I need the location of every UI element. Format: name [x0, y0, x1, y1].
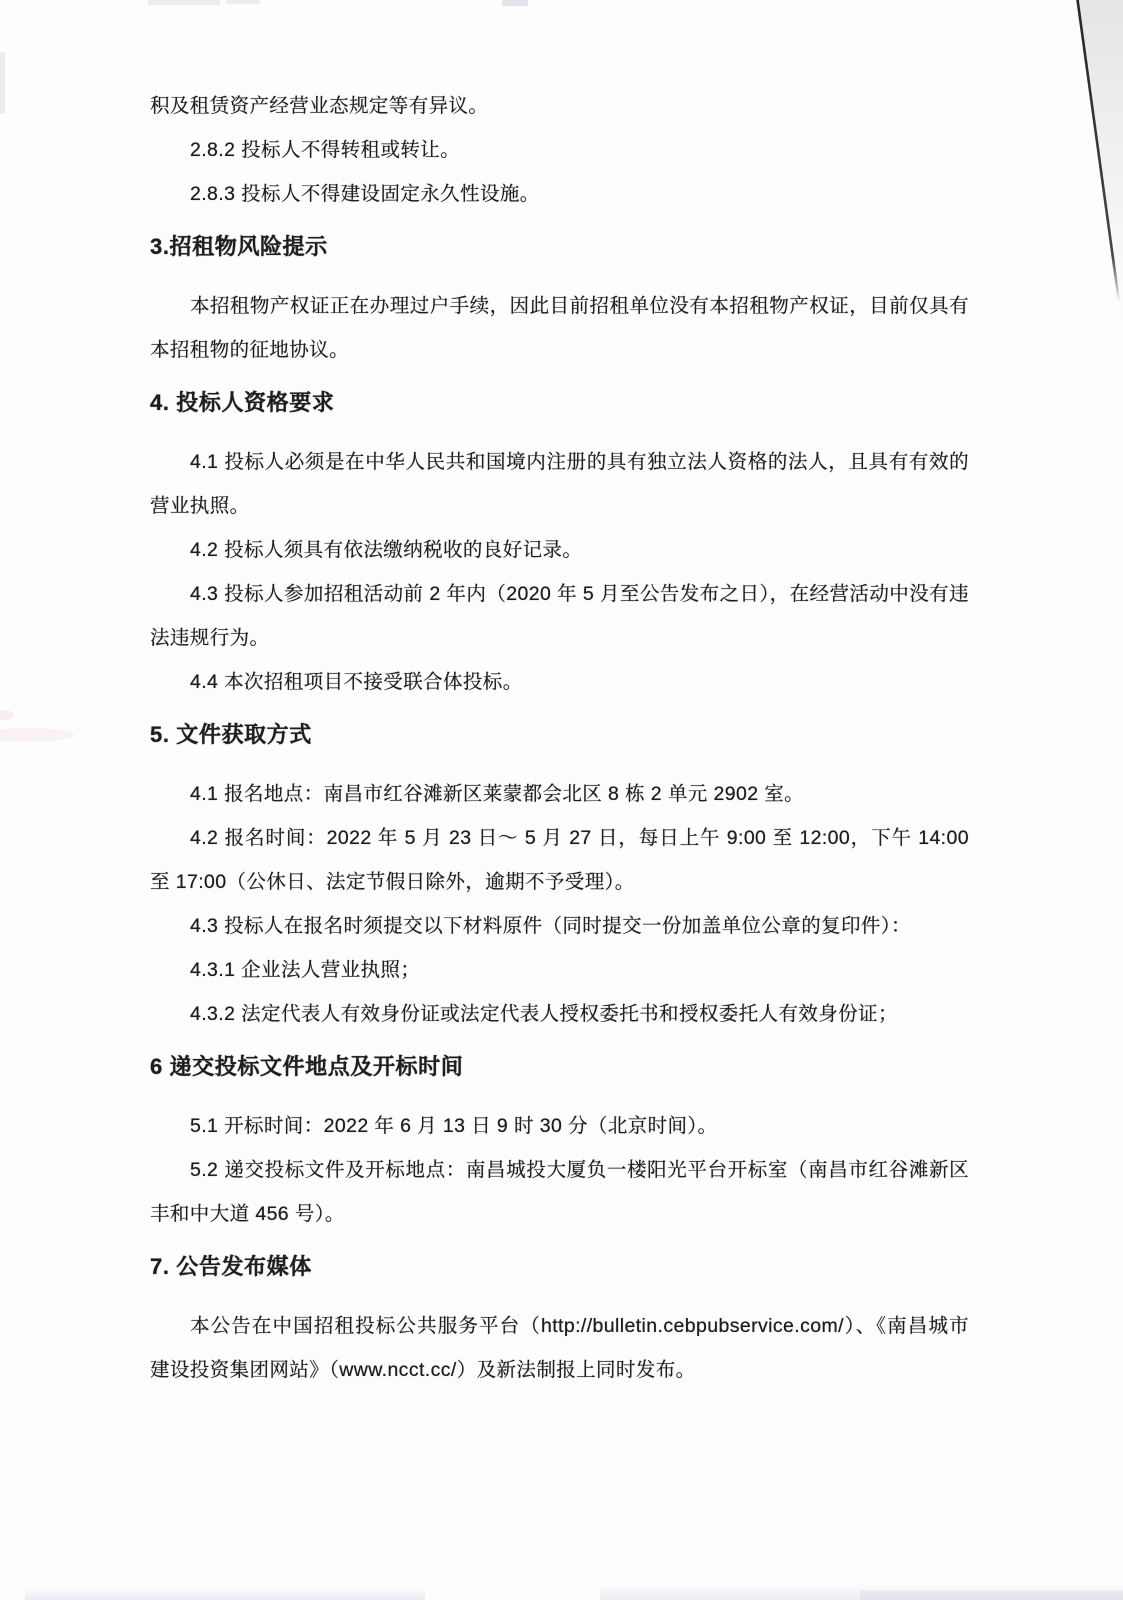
para-5-material-2: 4.3.2 法定代表人有效身份证或法定代表人授权委托书和授权委托人有效身份证； [189, 1003, 898, 1025]
para-4-4: 4.4 本次招租项目不接受联合体投标。 [189, 671, 523, 693]
heading-5-document-acquisition: 5. 文件获取方式 [150, 722, 312, 747]
para-4-3: 4.3 投标人参加招租活动前 2 年内（2020 年 5 月至公告发布之日），在经营活动中没有违法违规行为。 [150, 583, 969, 649]
para-3-risk: 本招租物产权证正在办理过户手续，因此目前招租单位没有本招租物产权证，目前仅具有本招租物的征地协议。 [150, 295, 969, 361]
para-6-opening-place: 5.2 递交投标文件及开标地点：南昌城投大厦负一楼阳光平台开标室（南昌市红谷滩新区丰和中大道 456 号）。 [150, 1159, 969, 1225]
heading-4-bidder-qualification: 4. 投标人资格要求 [150, 390, 335, 415]
para-4-1: 4.1 投标人必须是在中华人民共和国境内注册的具有独立法人资格的法人，且具有有效的营业执照。 [150, 451, 969, 517]
para-5-materials: 4.3 投标人在报名时须提交以下材料原件（同时提交一份加盖单位公章的复印件）： [189, 915, 911, 937]
heading-7-announcement-media: 7. 公告发布媒体 [150, 1254, 312, 1279]
bottom-edge-band [600, 1584, 1123, 1600]
para-5-registration-time: 4.2 报名时间：2022 年 5 月 23 日～ 5 月 27 日，每日上午 9:00 至 12:00，下午 14:00 至 17:00（公休日、法定节假日除外，逾期不予受理）。 [150, 827, 969, 893]
para-6-opening-time: 5.1 开标时间：2022 年 6 月 13 日 9 时 30 分（北京时间）。 [189, 1115, 718, 1137]
heading-6-submission-and-opening: 6 递交投标文件地点及开标时间 [150, 1054, 464, 1079]
para-2-8-2: 2.8.2 投标人不得转租或转让。 [189, 139, 461, 161]
para-5-registration-place: 4.1 报名地点：南昌市红谷滩新区莱蒙都会北区 8 栋 2 单元 2902 室。 [189, 783, 805, 805]
heading-3-risk-notice: 3.招租物风险提示 [150, 234, 328, 259]
para-4-2: 4.2 投标人须具有依法缴纳税收的良好记录。 [189, 539, 583, 561]
para-continuation: 积及租赁资产经营业态规定等有异议。 [150, 95, 489, 117]
bottom-edge-band [25, 1588, 425, 1600]
para-5-material-1: 4.3.1 企业法人营业执照； [189, 959, 421, 981]
para-2-8-3: 2.8.3 投标人不得建设固定永久性设施。 [189, 183, 540, 205]
para-7-media: 本公告在中国招租投标公共服务平台（http://bulletin.cebpubservice.com/）、《南昌城市建设投资集团网站》（www.ncct.cc/）及新法制报上同时发布。 [150, 1315, 969, 1381]
bottom-edge-band [860, 1590, 1123, 1600]
